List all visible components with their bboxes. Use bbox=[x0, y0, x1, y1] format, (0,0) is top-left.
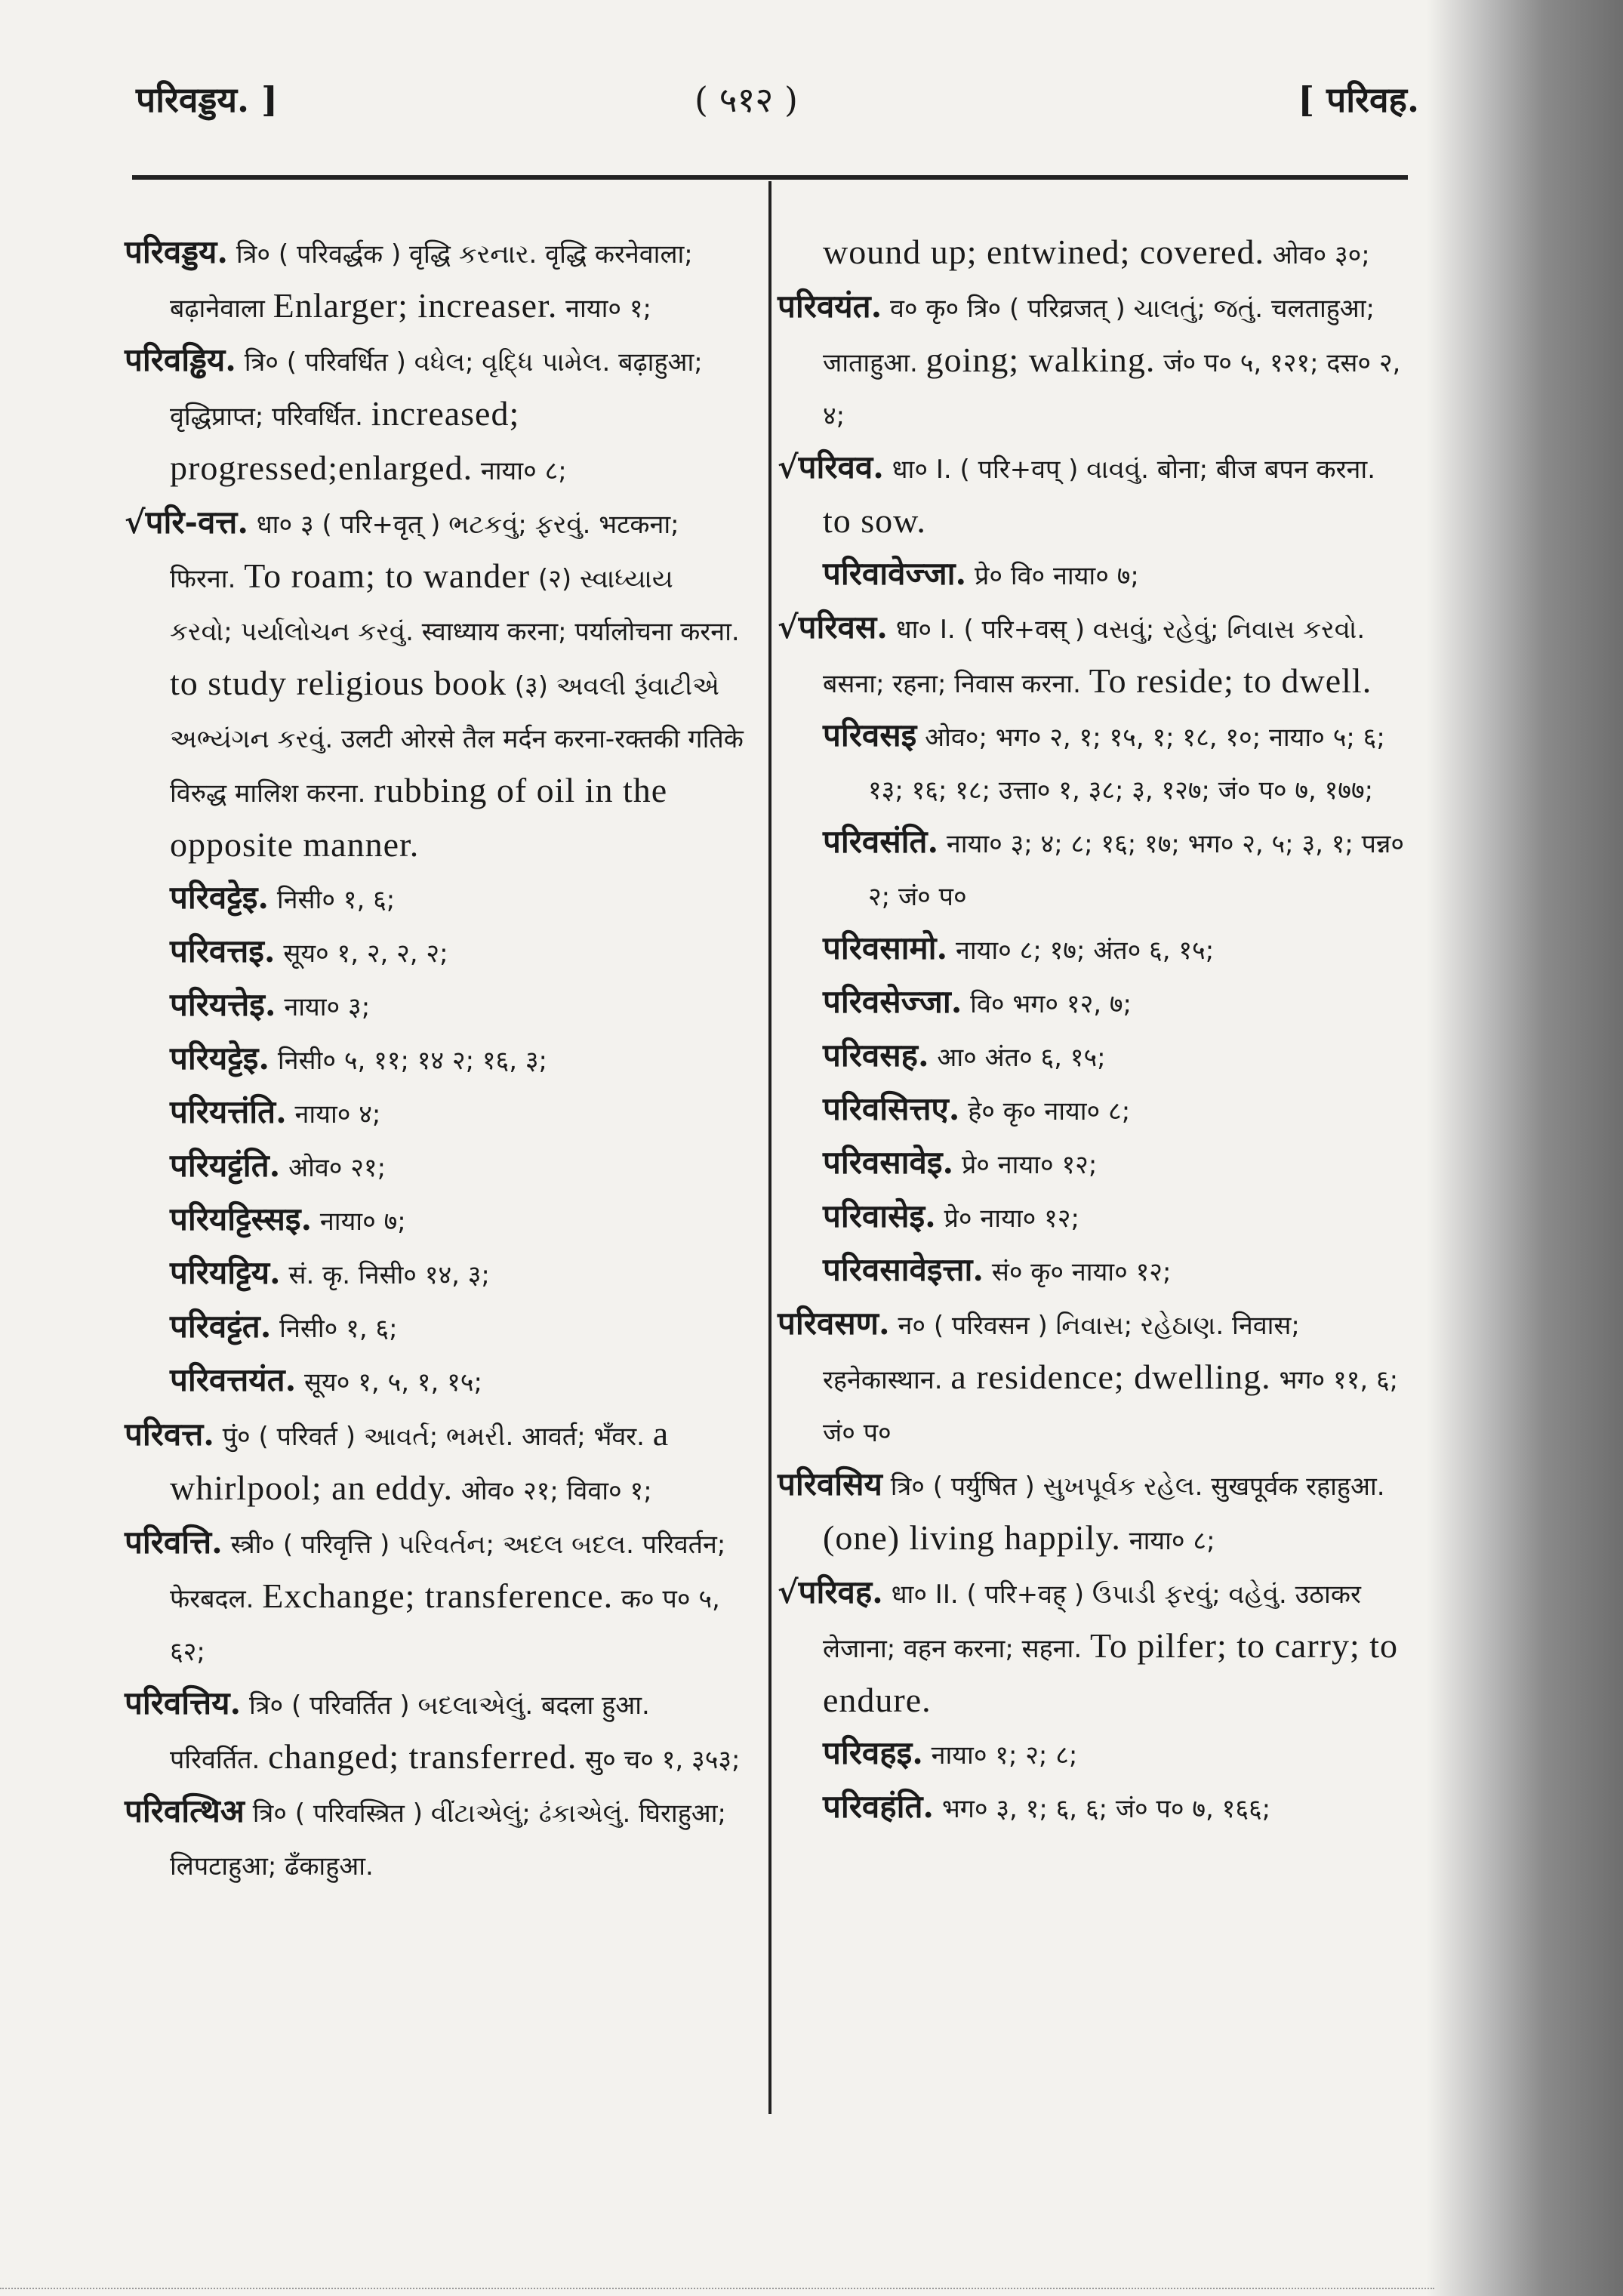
hindi-gloss: पुं० ( परिवर्त ) bbox=[214, 1422, 364, 1452]
citation: ओव० ३०; bbox=[1264, 240, 1370, 270]
hindi-gloss: भटकना; फिरना. bbox=[170, 510, 679, 594]
sub-entry bbox=[125, 1247, 744, 1301]
gujarati-gloss: સુખપૂર્વક રહેલ. bbox=[1042, 1472, 1212, 1502]
hindi-gloss: निवास; रहनेकास्थान. bbox=[823, 1311, 1300, 1395]
hindi-gloss: धा० II. ( परि+वह् ) bbox=[882, 1579, 1092, 1610]
citation: निसी० १, ६; bbox=[271, 1314, 398, 1344]
sub-entry bbox=[778, 1244, 1412, 1298]
hindi-gloss: त्रि० ( परिवर्द्धक ) bbox=[228, 239, 410, 270]
citation: हे० कृ० नाया० ८; bbox=[959, 1096, 1131, 1126]
citation: नाया० ८; bbox=[1120, 1526, 1215, 1556]
sub-entry bbox=[125, 1140, 744, 1194]
gujarati-gloss: ચાલતું; જતું. bbox=[1133, 294, 1271, 324]
sub-entry bbox=[125, 926, 744, 979]
hindi-gloss: त्रि० ( परिवस्त्रित ) bbox=[244, 1798, 431, 1829]
headword: परिवसइ bbox=[823, 717, 917, 754]
citation: ओव० २१; bbox=[280, 1153, 387, 1183]
gujarati-gloss: (३) અવલી રૂંવાટીએ અભ્યંગન કરવું. bbox=[170, 671, 720, 754]
sub-entry bbox=[125, 1086, 744, 1140]
hindi-gloss: स्वाध्याय करना; पर्यालोचना करना. bbox=[421, 617, 740, 647]
headword: परिवत्तिय. bbox=[125, 1684, 242, 1721]
citation: भग० ३, १; ६, ६; जं० प० ७, १६६; bbox=[934, 1794, 1271, 1824]
gujarati-gloss: वृद्धि કરનાર. bbox=[409, 239, 546, 270]
headword: परिवसावेइ. bbox=[823, 1144, 954, 1181]
sub-entry bbox=[778, 1137, 1412, 1191]
headword: परिवसेज्जा. bbox=[823, 983, 962, 1020]
citation: आ० अंत० ६, १५; bbox=[929, 1043, 1106, 1073]
headword: परियट्टिय. bbox=[170, 1254, 281, 1291]
left-column bbox=[125, 227, 744, 1892]
hindi-gloss: धा० I. ( परि+वप् ) bbox=[883, 455, 1087, 485]
gujarati-gloss: વસવું; રહેવું; નિવાસ કરવો. bbox=[1092, 615, 1366, 645]
dictionary-entry bbox=[125, 1408, 744, 1517]
dictionary-entry bbox=[778, 602, 1412, 710]
citation: सूय० १, ५, १, १५; bbox=[296, 1367, 482, 1398]
hindi-gloss: बसना; रहना; निवास करना. bbox=[823, 669, 1089, 699]
sub-entry bbox=[778, 976, 1412, 1030]
hindi-gloss: त्रि० ( परिवर्तित ) bbox=[241, 1690, 418, 1721]
hindi-gloss: धा० ३ ( परि+वृत् ) bbox=[248, 510, 449, 540]
gujarati-gloss: વાવવું. bbox=[1086, 455, 1157, 485]
citation: वि० भग० १२, ७; bbox=[962, 989, 1132, 1019]
english-gloss: To roam; to wander bbox=[244, 556, 531, 595]
page-number: ( ५१२ ) bbox=[694, 79, 798, 120]
sub-entry bbox=[125, 1194, 744, 1247]
citation: क० प० ५, ६२; bbox=[170, 1584, 720, 1667]
headword: परिवसिय bbox=[778, 1465, 882, 1502]
gujarati-gloss: (२) સ્વાધ્યાય કરવો; પર્યાલોચન કરવું. bbox=[170, 564, 673, 647]
hindi-gloss: वृद्धि करनेवाला; बढ़ानेवाला bbox=[170, 239, 693, 324]
headword: परियत्तेइ. bbox=[170, 986, 276, 1023]
citation: नाया० ७; bbox=[312, 1207, 406, 1237]
sub-entry bbox=[125, 979, 744, 1033]
english-gloss: Exchange; transference. bbox=[262, 1576, 614, 1615]
book-gutter-shadow bbox=[1427, 0, 1623, 2296]
citation: नाया० ८; bbox=[473, 456, 567, 486]
hindi-gloss: उलटी ओरसे तैल मर्दन करना-रक्तकी गतिके विरुद्ध मालिश करना. bbox=[170, 724, 744, 809]
headword: परिवत्तइ. bbox=[170, 932, 276, 969]
english-gloss: (one) living happily. bbox=[823, 1518, 1121, 1557]
dictionary-entry bbox=[125, 227, 744, 334]
dictionary-entry bbox=[125, 1517, 744, 1678]
sub-entry bbox=[778, 1727, 1412, 1781]
dictionary-entry bbox=[778, 227, 1412, 281]
headword: परिवावेज्जा. bbox=[823, 555, 967, 592]
headword: परिवयंत. bbox=[778, 288, 882, 325]
hindi-gloss: स्त्री० ( परिवृत्ति ) bbox=[222, 1530, 399, 1560]
sub-entry bbox=[778, 548, 1412, 602]
english-gloss: to sow. bbox=[823, 501, 926, 540]
hindi-gloss: आवर्त; भँवर. bbox=[522, 1422, 653, 1452]
headword: परिवसह. bbox=[823, 1037, 929, 1074]
citation: निसी० १, ६; bbox=[269, 885, 396, 915]
sub-entry bbox=[125, 1301, 744, 1354]
sub-entry bbox=[778, 1083, 1412, 1137]
citation: भग० ११, ६; जं० प० bbox=[823, 1365, 1399, 1448]
headword: परिवत्त. bbox=[125, 1416, 214, 1453]
headword: √परि-वत्त. bbox=[125, 504, 248, 541]
headword: परिवहंति. bbox=[823, 1788, 935, 1825]
sub-entry bbox=[125, 1354, 744, 1408]
dictionary-entry bbox=[125, 497, 744, 872]
english-gloss: increased; progressed;enlarged. bbox=[170, 394, 520, 487]
headword: परिवड्डय. bbox=[125, 233, 229, 270]
headword: √परिवस. bbox=[778, 609, 888, 646]
headword: परियट्टिस्सइ. bbox=[170, 1200, 313, 1237]
sub-entry bbox=[778, 923, 1412, 976]
citation: नाया० ४; bbox=[286, 1099, 381, 1130]
dictionary-entry bbox=[125, 334, 744, 497]
english-gloss: to study religious book bbox=[170, 664, 507, 702]
gujarati-gloss: ભટકવું; ફરવું. bbox=[448, 510, 599, 540]
sub-entry bbox=[125, 872, 744, 926]
gujarati-gloss: પરિવર્તન; અદલ બદલ. bbox=[398, 1530, 642, 1560]
gujarati-gloss: નિવાસ; રહેઠાણ. bbox=[1055, 1311, 1233, 1341]
dictionary-entry bbox=[778, 1459, 1412, 1567]
hindi-gloss: धा० I. ( परि+वस् ) bbox=[887, 615, 1093, 645]
headword: परिवट्टंत. bbox=[170, 1308, 272, 1345]
headword: परिवसावेइत्ता. bbox=[823, 1251, 984, 1288]
english-gloss: To reside; to dwell. bbox=[1089, 661, 1372, 700]
hindi-gloss: उठाकर लेजाना; वहन करना; सहना. bbox=[823, 1579, 1361, 1664]
citation: प्रे० वि० नाया० ७; bbox=[966, 561, 1139, 591]
dictionary-entry bbox=[125, 1678, 744, 1786]
header-right-guideword: [ परिवह. bbox=[1298, 79, 1419, 120]
hindi-gloss: चलताहुआ; जाताहुआ. bbox=[823, 294, 1375, 378]
citation: निसी० ५, ११; १४ २; १६, ३; bbox=[269, 1046, 547, 1076]
dictionary-entry bbox=[125, 1786, 744, 1892]
citation: सु० च० १, ३५३; bbox=[577, 1745, 741, 1775]
sub-entry bbox=[778, 1191, 1412, 1244]
headword: परिवहइ. bbox=[823, 1734, 923, 1771]
citation: नाया० ३; ४; ८; १६; १७; भग० २, ५; ३, १; पन्न० २; जं० प० bbox=[868, 829, 1405, 912]
right-column bbox=[778, 227, 1412, 1835]
page-header bbox=[136, 76, 1419, 136]
english-gloss: Enlarger; increaser. bbox=[273, 286, 558, 325]
hindi-gloss: बदला हुआ. परिवर्तित. bbox=[170, 1690, 650, 1775]
headword: परिवड्ढिय. bbox=[125, 341, 236, 378]
headword: परियट्टेइ. bbox=[170, 1040, 270, 1077]
hindi-gloss: बोना; बीज बपन करना. bbox=[1156, 455, 1376, 485]
citation: सूय० १, २, २, २; bbox=[275, 938, 448, 969]
column-divider bbox=[768, 181, 771, 2114]
citation: प्रे० नाया० १२; bbox=[935, 1203, 1079, 1234]
headword: परिवसंति. bbox=[823, 823, 939, 860]
hindi-gloss: बढ़ाहुआ; वृद्धिप्राप्त; परिवर्धित. bbox=[170, 347, 703, 432]
english-gloss: To pilfer; to carry; to endure. bbox=[823, 1626, 1399, 1719]
sub-entry bbox=[125, 1033, 744, 1086]
hindi-gloss: व० कृ० त्रि० ( परिव्रजत् ) bbox=[882, 294, 1134, 324]
sub-entry bbox=[778, 1030, 1412, 1083]
sub-entry bbox=[778, 710, 1412, 816]
english-gloss: a whirlpool; an eddy. bbox=[170, 1414, 670, 1507]
english-gloss: wound up; entwined; covered. bbox=[823, 233, 1264, 271]
headword: परियट्टंति. bbox=[170, 1147, 281, 1184]
hindi-gloss: न० ( परिवसन ) bbox=[889, 1311, 1056, 1341]
sub-entry bbox=[778, 816, 1412, 923]
headword: √परिवह. bbox=[778, 1573, 883, 1610]
hindi-gloss: त्रि० ( परिवर्धित ) bbox=[236, 347, 414, 378]
english-gloss: a residence; dwelling. bbox=[950, 1358, 1271, 1396]
bottom-edge bbox=[0, 2288, 1434, 2289]
citation: नाया० १; २; ८; bbox=[922, 1740, 1078, 1771]
headword: परिवत्ति. bbox=[125, 1524, 223, 1561]
dictionary-entry bbox=[778, 1567, 1412, 1727]
gujarati-gloss: વીંટાએલું; ઢંકાએલું. bbox=[430, 1798, 639, 1829]
english-gloss: changed; transferred. bbox=[268, 1737, 577, 1776]
headword: परिवासेइ. bbox=[823, 1197, 936, 1234]
headword: √परिवव. bbox=[778, 448, 884, 485]
english-gloss: going; walking. bbox=[925, 341, 1156, 379]
hindi-gloss: घिराहुआ; लिपटाहुआ; ढँकाहुआ. bbox=[170, 1798, 726, 1881]
hindi-gloss: परिवर्तन; फेरबदल. bbox=[170, 1530, 726, 1614]
citation: जं० प० ५, १२१; दस० २, ४; bbox=[823, 348, 1401, 431]
citation: ओव० २१; विवा० १; bbox=[453, 1476, 652, 1506]
dictionary-entry bbox=[778, 281, 1412, 442]
dictionary-entry bbox=[778, 1298, 1412, 1459]
sub-entry bbox=[778, 1781, 1412, 1835]
headword: परिवट्टेइ. bbox=[170, 879, 269, 916]
headword: परिवसण. bbox=[778, 1305, 890, 1342]
gujarati-gloss: વધેલ; વૃદ્ધિ પામેલ. bbox=[414, 347, 619, 378]
headword: परिवसित्तए. bbox=[823, 1090, 960, 1127]
citation: ओव०; भग० २, १; १५, १; १८, १०; नाया० ५; ६; १३; १६; १८; उत्ता० १, ३८; ३, १२७; जं० प० ७, १७७; bbox=[868, 723, 1385, 806]
citation: सं. कृ. निसी० १४, ३; bbox=[280, 1260, 490, 1290]
hindi-gloss: त्रि० ( पर्युषित ) bbox=[882, 1472, 1043, 1502]
headword: परियत्तंति. bbox=[170, 1093, 287, 1130]
headword: परिवसामो. bbox=[823, 929, 948, 966]
citation: नाया० १; bbox=[557, 294, 651, 324]
citation: सं० कृ० नाया० १२; bbox=[984, 1257, 1172, 1287]
english-gloss: rubbing of oil in the opposite manner. bbox=[170, 771, 668, 864]
hindi-gloss: सुखपूर्वक रहाहुआ. bbox=[1211, 1472, 1385, 1502]
gujarati-gloss: બદલાએલું. bbox=[417, 1690, 542, 1721]
header-rule bbox=[132, 175, 1408, 180]
citation: प्रे० नाया० १२; bbox=[953, 1150, 1098, 1180]
header-left-guideword: परिवड्डय. ] bbox=[136, 79, 278, 120]
headword: परिवत्थिअ bbox=[125, 1792, 245, 1829]
gujarati-gloss: ઉપાડી ફરવું; વહેવું. bbox=[1092, 1579, 1295, 1610]
dictionary-entry bbox=[778, 442, 1412, 548]
gujarati-gloss: આવર્ત; ભમરી. bbox=[363, 1422, 522, 1452]
headword: परिवत्तयंत. bbox=[170, 1361, 297, 1398]
citation: नाया० ८; १७; अंत० ६, १५; bbox=[947, 935, 1215, 966]
citation: नाया० ३; bbox=[276, 992, 371, 1022]
